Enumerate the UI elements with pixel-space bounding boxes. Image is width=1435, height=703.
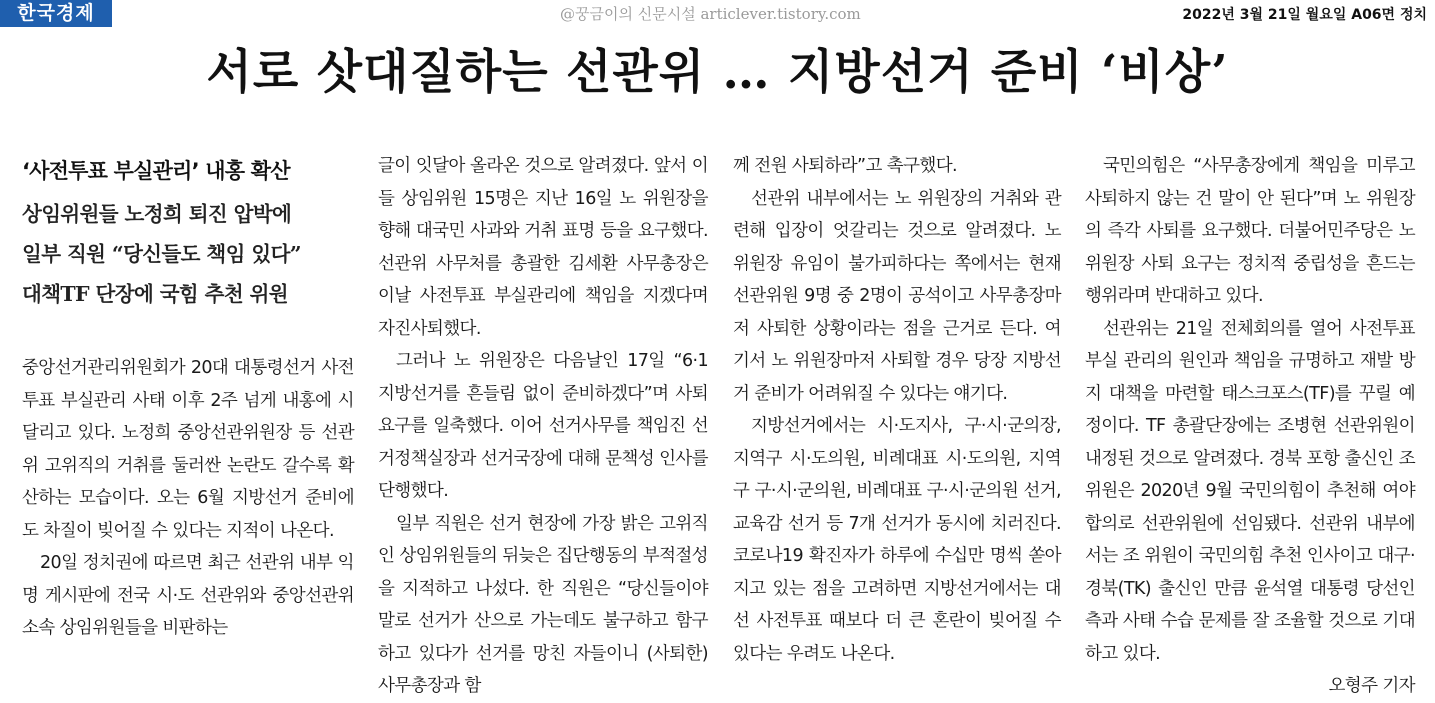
body-paragraph: 지방선거에서는 시·도지사, 구·시·군의장, 지역구 시·도의원, 비례대표 시·도의원, 지역구 구·시·군의원, 비례대표 구·시·군의원 선거, 교육감 선거 등 7개 선거가 동시에 치러진다. 코로나19 확진자가 하루에 수십만 명씩 쏟아지고 있는 점을 고려하면 지방선거에서는 대선 사전투표 때보다 더 큰 혼란이 빚어질 수 있다는 우려도 나온다. bbox=[733, 416, 1061, 664]
body-paragraph: 20일 정치권에 따르면 최근 선관위 내부 익명 게시판에 전국 시·도 선관위와 중앙선관위 소속 상임위원들을 비판하는 bbox=[22, 553, 354, 638]
article-column-1 bbox=[22, 155, 354, 645]
body-paragraph: 선관위 내부에서는 노 위원장의 거취와 관련해 입장이 엇갈리는 것으로 알려졌다. 노 위원장 유임이 불가피하다는 쪽에서는 현재 선관위원 9명 중 2명이 공석이고 사무총장마저 사퇴한 상황이라는 점을 근거로 든다. 여기서 노 위원장마저 사퇴할 경우 당장 지방선거 준비가 어려워질 수 있다는 얘기다. bbox=[733, 188, 1061, 404]
subhead-line: 상임위원들 노정희 퇴진 압박에 bbox=[22, 202, 292, 226]
body-paragraph: 중앙선거관리위원회가 20대 대통령선거 사전투표 부실관리 사태 이후 2주 넘게 내홍에 시달리고 있다. 노정희 중앙선관위원장 등 선관위 고위직의 거취를 둘러싼 논란도 갈수록 확산하는 모습이다. 오는 6월 지방선거 준비에도 차질이 빚어질 수 있다는 지적이 나온다. bbox=[22, 358, 354, 541]
subheads bbox=[22, 155, 354, 314]
body-paragraph: 글이 잇달아 올라온 것으로 알려졌다. 앞서 이들 상임위원 15명은 지난 16일 노 위원장을 향해 대국민 사과와 거취 표명 등을 요구했다. 선관위 사무처를 총괄한 김세환 사무총장은 이날 사전투표 부실관리에 책임을 지겠다며 자진사퇴했다. bbox=[378, 156, 708, 339]
body-paragraph: 께 전원 사퇴하라”고 촉구했다. bbox=[733, 156, 957, 176]
body-paragraph: 국민의힘은 “사무총장에게 책임을 미루고 사퇴하지 않는 건 말이 안 된다”며 노 위원장의 즉각 사퇴를 요구했다. 더불어민주당은 노 위원장 사퇴 요구는 정치적 중립성을 흔드는 행위라며 반대하고 있다. bbox=[1085, 156, 1415, 306]
masthead bbox=[0, 0, 1435, 28]
watermark-text: @꿍금이의 신문시설 articlever.tistory.com bbox=[560, 5, 861, 23]
body-paragraph: 선관위는 21일 전체회의를 열어 사전투표 부실 관리의 원인과 책임을 규명하고 재발 방지 대책을 마련할 태스크포스(TF)를 꾸릴 예정이다. TF 총괄단장에는 조병현 선관위원이 내정된 것으로 알려졌다. 경북 포항 출신인 조 위원은 2020년 9월 국민의힘이 추천해 여야 합의로 선관위원에 선임됐다. 선관위 내부에서는 조 위원이 국민의힘 추천 인사이고 대구·경북(TK) 출신인 만큼 윤석열 대통령 당선인 측과 사태 수습 문제를 잘 조율할 것으로 기대하고 있다. bbox=[1085, 318, 1415, 664]
article-column-2 bbox=[378, 150, 708, 703]
dateline: 2022년 3월 21일 월요일 A06면 정치 bbox=[1182, 7, 1427, 23]
subhead-main: ‘사전투표 부실관리’ 내홍 확산 bbox=[22, 159, 290, 183]
body-paragraph: 일부 직원은 선거 현장에 가장 밝은 고위직인 상임위원들의 뒤늦은 집단행동의 부적절성을 지적하고 나섰다. 한 직원은 “당신들이야말로 선거가 산으로 가는데도 불구하고 함구하고 있다가 선거를 망친 자들이니 (사퇴한) 사무총장과 함 bbox=[378, 513, 708, 696]
article-column-4 bbox=[1085, 150, 1415, 703]
article-column-3 bbox=[733, 150, 1061, 670]
body-paragraph: 그러나 노 위원장은 다음날인 17일 “6·1 지방선거를 흔들림 없이 준비하겠다”며 사퇴 요구를 일축했다. 이어 선거사무를 책임진 선거정책실장과 선거국장에 대해 문책성 인사를 단행했다. bbox=[378, 351, 708, 501]
headline: 서로 삿대질하는 선관위 … 지방선거 준비 ‘비상’ bbox=[206, 45, 1229, 100]
subhead-line: 대책TF 단장에 국힘 추천 위원 bbox=[22, 282, 288, 306]
newspaper-logo: 한국경제 bbox=[0, 0, 112, 27]
byline: 오형주 기자 bbox=[1328, 676, 1415, 696]
subhead-line: 일부 직원 “당신들도 책임 있다” bbox=[22, 242, 301, 266]
